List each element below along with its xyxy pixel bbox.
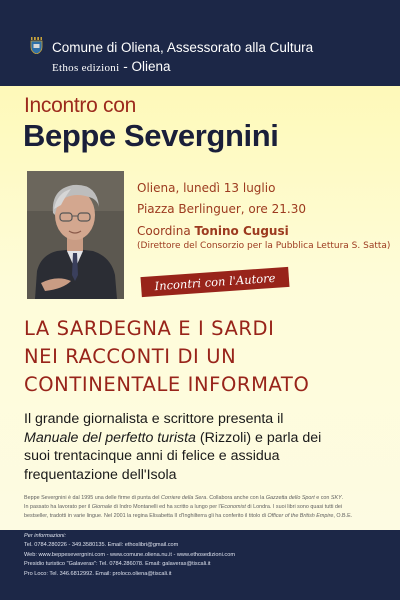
series-badge: Incontri con l'Autore (140, 267, 289, 297)
description-line-2-rest: (Rizzoli) e parla dei (195, 429, 322, 446)
bio-text: , O.B.E. (333, 513, 353, 520)
bio-line-3 (24, 512, 386, 521)
headline-line-2: NEI RACCONTI DI UN (24, 345, 237, 368)
bio-text: bestseller, tradotti in varie lingue. Nel 2001 la regina Elisabetta II d'Inghilterra gli ha conferito il titolo di (24, 513, 268, 520)
bio-text: e con (314, 495, 331, 501)
bio-line-1 (24, 494, 386, 503)
author-bio (24, 494, 386, 522)
intro-text: Incontro con (24, 94, 136, 117)
bio-newspaper: Giornale (91, 504, 113, 511)
ethos-edizioni-label: Ethos edizioni (52, 62, 120, 74)
coordinator-role: (Direttore del Consorzio per la Pubblica Lettura S. Satta) (137, 241, 391, 251)
event-description (24, 410, 384, 484)
description-line-3: suoi trentacinque anni di felice e assidua (24, 448, 280, 464)
bio-newspaper: Corriere della Sera (160, 495, 207, 501)
contact-info (24, 532, 384, 579)
bio-text: . Collabora anche con la (206, 495, 266, 501)
info-presidio: Presidio turistico "Galaveras": Tel. 0784.286078. Email: galaveras@tiscali.it (24, 561, 211, 568)
organizer-line-2-rest: - Oliena (119, 59, 171, 74)
description-line-1: Il grande giornalista e scrittore presenta il (24, 411, 284, 427)
bio-text: . (341, 495, 344, 501)
bio-line-2 (24, 503, 386, 512)
organizer-line-2 (52, 59, 170, 74)
info-proloco: Pro Loco: Tel. 346.6812992. Email: proloco.oliena@tiscali.it (24, 570, 172, 577)
bio-newspaper: Economist (220, 504, 246, 511)
coordinator-prefix: Coordina (137, 224, 195, 238)
event-venue-time: Piazza Berlinguer, ore 21.30 (137, 202, 306, 216)
info-websites: Web: www.beppesevergnini.com - www.comune.oliena.nu.it - www.ethosedizioni.com (24, 551, 236, 558)
bio-text: di Indro Montanelli ed ha scritto a lungo per l' (112, 504, 221, 511)
speaker-photo (27, 171, 124, 299)
headline-line-3: CONTINENTALE INFORMATO (24, 373, 310, 396)
organizer-line-1: Comune di Oliena, Assessorato alla Cultura (52, 40, 314, 55)
event-place-date: Oliena, lunedì 13 luglio (137, 181, 276, 195)
bio-text: Beppe Severgnini è dal 1995 una delle firme di punta del (24, 495, 161, 501)
bio-newspaper: Gazzetta dello Sport (265, 495, 315, 501)
coordinator-name: Tonino Cugusi (194, 224, 289, 238)
bio-honor: Officer of the British Empire (267, 513, 334, 520)
info-title: Per informazioni: (24, 533, 66, 539)
headline-line-1: LA SARDEGNA E I SARDI (24, 317, 275, 340)
event-coordinator (137, 224, 289, 238)
bio-text: di Londra. I suoi libri sono quasi tutti dei (245, 504, 343, 511)
speaker-name: Beppe Severgnini (23, 118, 279, 153)
description-line-2 (24, 429, 384, 448)
bio-text: In passato ha lavorato per il (24, 504, 92, 511)
description-line-4: frequentazione dell'Isola (24, 466, 177, 483)
bio-broadcaster: SKY (330, 495, 342, 501)
municipal-crest-icon (30, 37, 43, 54)
info-phone-email: Tel. 0784.280226 - 349.3580135. Email: ethoslibri@gmail.com (24, 542, 179, 549)
book-title: Manuale del perfetto turista (24, 429, 196, 446)
